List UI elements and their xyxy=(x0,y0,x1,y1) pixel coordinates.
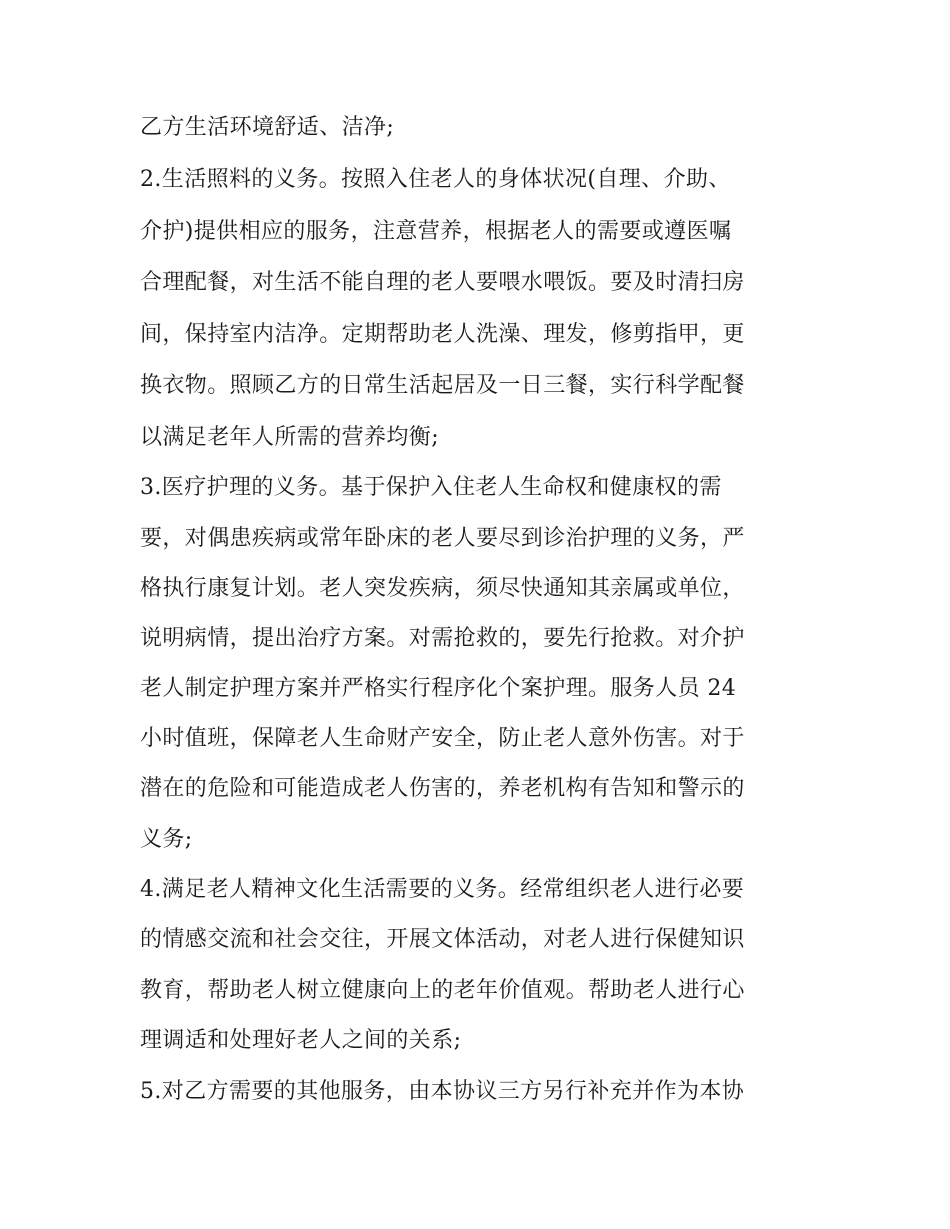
text-line: 理调适和处理好老人之间的关系; xyxy=(140,1028,462,1053)
text-line: 3.医疗护理的义务。基于保护入住老人生命权和健康权的需 xyxy=(140,475,722,500)
text-line: 老人制定护理方案并严格实行程序化个案护理。服务人员 24 xyxy=(140,676,737,701)
text-line: 5.对乙方需要的其他服务，由本协议三方另行补充并作为本协 xyxy=(140,1079,745,1104)
text-line: 义务; xyxy=(140,827,193,852)
text-line: 说明病情，提出治疗方案。对需抢救的，要先行抢救。对介护 xyxy=(140,626,745,651)
text-line: 间，保持室内洁净。定期帮助老人洗澡、理发，修剪指甲，更 xyxy=(140,322,745,347)
text-line: 教育，帮助老人树立健康向上的老年价值观。帮助老人进行心 xyxy=(140,978,745,1003)
text-line: 换衣物。照顾乙方的日常生活起居及一日三餐，实行科学配餐 xyxy=(140,373,745,398)
text-line: 要，对偶患疾病或常年卧床的老人要尽到诊治护理的义务，严 xyxy=(140,526,745,551)
text-line: 潜在的危险和可能造成老人伤害的，养老机构有告知和警示的 xyxy=(140,776,745,801)
text-line: 2.生活照料的义务。按照入住老人的身体状况(自理、介助、 xyxy=(140,167,731,192)
text-line: 4.满足老人精神文化生活需要的义务。经常组织老人进行必要 xyxy=(140,877,745,902)
text-line: 介护)提供相应的服务，注意营养，根据老人的需要或遵医嘱 xyxy=(140,219,732,244)
text-line: 的情感交流和社会交往，开展文体活动，对老人进行保健知识 xyxy=(140,927,745,952)
text-line: 小时值班，保障老人生命财产安全，防止老人意外伤害。对于 xyxy=(140,726,745,751)
text-line: 格执行康复计划。老人突发疾病，须尽快通知其亲属或单位， xyxy=(140,576,745,601)
text-line: 合理配餐，对生活不能自理的老人要喂水喂饭。要及时清扫房 xyxy=(140,270,745,295)
text-line: 乙方生活环境舒适、洁净; xyxy=(140,115,395,140)
text-line: 以满足老年人所需的营养均衡; xyxy=(140,425,440,450)
